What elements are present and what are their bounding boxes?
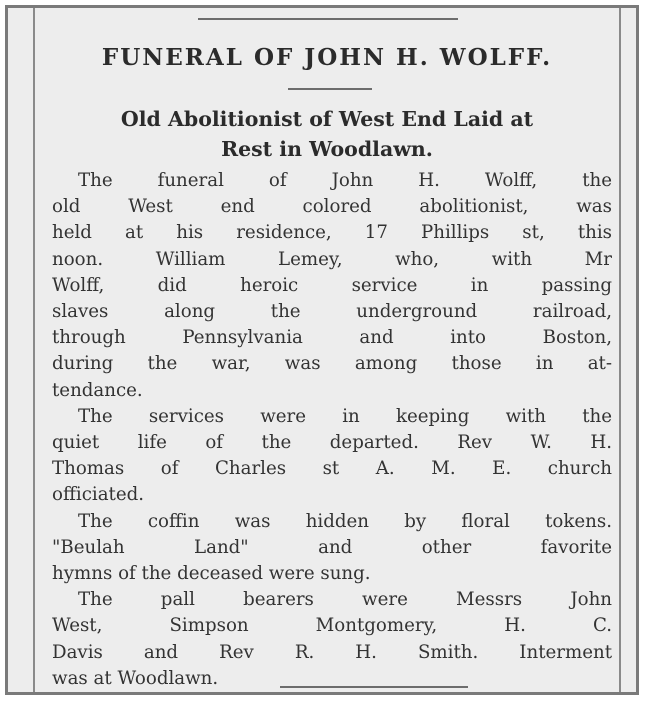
article-line: during the war, was among those in at- (52, 353, 612, 375)
subhead-line: Old Abolitionist of West End Laid at (120, 107, 534, 131)
article-line: through Pennsylvania and into Boston, (52, 327, 612, 349)
article-line: The pall bearers were Messrs John (78, 589, 612, 611)
article-line: West, Simpson Montgomery, H. C. (52, 615, 612, 637)
article-line: quiet life of the departed. Rev W. H. (52, 432, 612, 454)
article-line: The services were in keeping with the (78, 405, 612, 427)
article-line: tendance. (52, 379, 143, 401)
newspaper-clipping (5, 5, 639, 695)
article-line: hymns of the deceased were sung. (52, 563, 371, 585)
article-line: Davis and Rev R. H. Smith. Interment (52, 641, 612, 663)
subheadline (38, 104, 616, 164)
article-line: noon. William Lemey, who, with Mr (52, 248, 612, 270)
article-line: officiated. (52, 484, 145, 506)
article-line: slaves along the underground railroad, (52, 301, 612, 323)
article-line: held at his residence, 17 Phillips st, this (52, 222, 612, 244)
article-line: was at Woodlawn. (52, 667, 219, 689)
column-rule-left (33, 8, 35, 692)
top-divider (198, 18, 458, 20)
article-line: old West end colored abolitionist, was (52, 196, 612, 218)
headline: FUNERAL OF JOHN H. WOLFF. (101, 44, 553, 71)
article-line: Wolff, did heroic service in passing (52, 274, 612, 296)
column-rule-right (619, 8, 621, 692)
bottom-divider (280, 686, 468, 688)
subhead-line: Rest in Woodlawn. (221, 137, 433, 161)
article-line: The coffin was hidden by floral tokens. (78, 510, 612, 532)
article-body (52, 168, 612, 692)
headline-divider (288, 88, 372, 90)
article-line: The funeral of John H. Wolff, the (78, 170, 612, 191)
article-line: Thomas of Charles st A. M. E. church (52, 458, 612, 480)
article-line: "Beulah Land" and other favorite (52, 536, 612, 558)
